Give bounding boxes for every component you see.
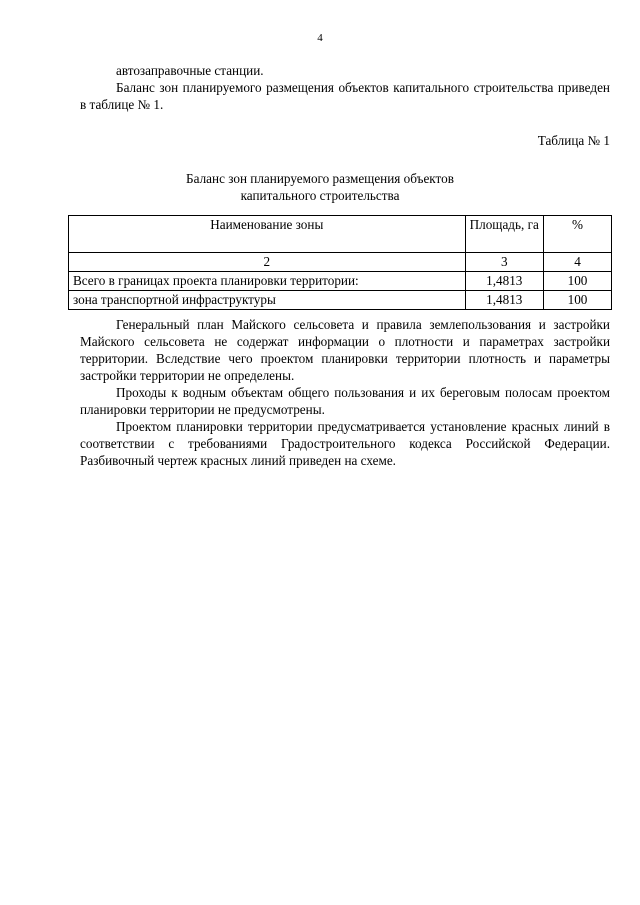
body-text	[80, 316, 610, 469]
table-caption: Таблица № 1	[537, 133, 610, 148]
table-header-row	[69, 216, 612, 253]
intro-line-1: автозаправочные станции.	[116, 63, 264, 78]
numbering-cell: 4	[543, 253, 611, 272]
area-cell: 1,4813	[465, 272, 543, 291]
table-title-line-1: Баланс зон планируемого размещения объектов	[186, 171, 454, 186]
paragraph: Проектом планировки территории предусматривается установление красных линий в соответствии с требованиями Градостроительного кодекса Российской Федерации. Разбивочный чертеж красных линий приведен на схеме.	[80, 419, 610, 468]
page-number: 4	[317, 32, 323, 44]
zone-name-cell: Всего в границах проекта планировки территории:	[69, 272, 466, 291]
zone-name-cell: зона транспортной инфраструктуры	[69, 291, 466, 310]
percent-cell: 100	[543, 291, 611, 310]
table-title	[0, 170, 640, 204]
percent-cell: 100	[543, 272, 611, 291]
paragraph: Проходы к водным объектам общего пользования и их береговым полосам проектом планировки территории не предусмотрены.	[80, 385, 610, 417]
table-title-line-2: капитального строительства	[240, 188, 400, 203]
paragraph: Генеральный план Майского сельсовета и правила землепользования и застройки Майского сельсовета не содержат информации о плотности и параметрах застройки территории. Вследствие чего проектом планировки территории плотность и параметры застройки территории не определены.	[80, 317, 610, 383]
intro-text	[80, 62, 610, 113]
numbering-cell: 2	[69, 253, 466, 272]
header-area: Площадь, га	[465, 216, 543, 253]
numbering-cell: 3	[465, 253, 543, 272]
balance-table	[68, 215, 612, 310]
table-row	[69, 272, 612, 291]
header-percent: %	[543, 216, 611, 253]
intro-line-2: Баланс зон планируемого размещения объектов капитального строительства приведен в таблице № 1.	[80, 80, 610, 112]
header-zone-name: Наименование зоны	[69, 216, 466, 253]
area-cell: 1,4813	[465, 291, 543, 310]
table-row	[69, 291, 612, 310]
table-numbering-row	[69, 253, 612, 272]
